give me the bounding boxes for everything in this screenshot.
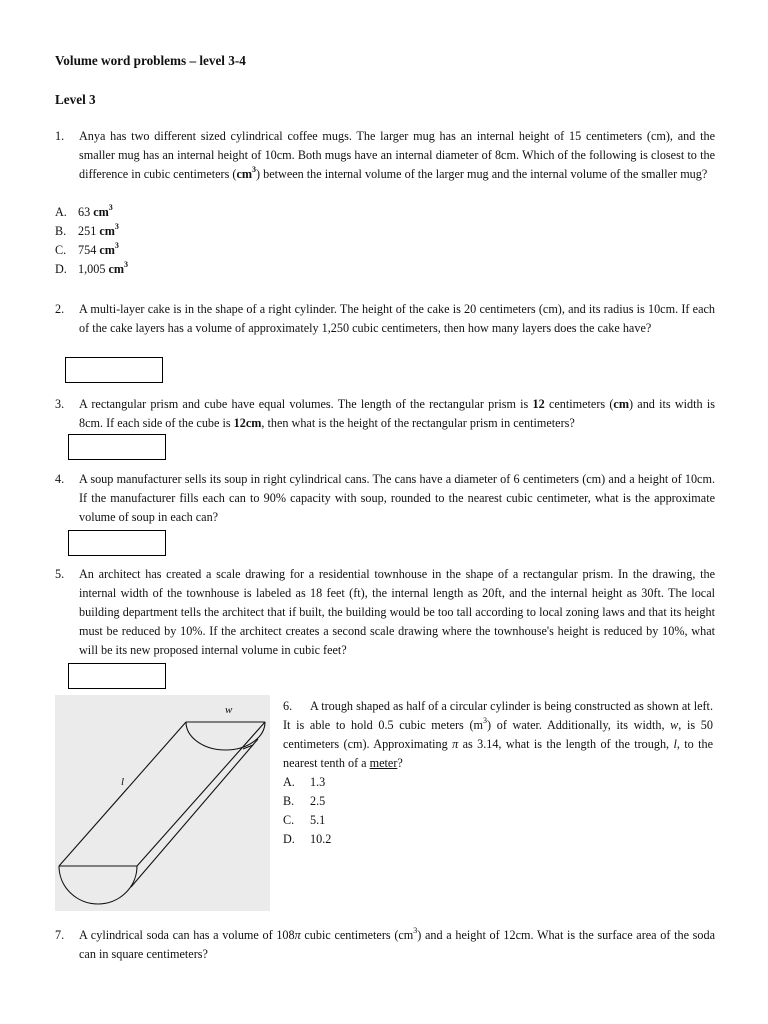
question-number: 2. (55, 302, 65, 316)
question-4 (55, 470, 715, 527)
option-b[interactable]: B. 2.5 (283, 794, 326, 808)
question-text: An architect has created a scale drawing for a residential townhouse in the shape of a rectangular prism. In the drawing, the internal width of the townhouse is labeled as 18 feet (ft), the internal length as 20ft, and the internal height as 30ft. The local building department tells the architect that if built, the building would be too tall according to local zoning laws and that its height must be reduced by 10%. If the architect creates a second scale drawing where the townhouse's height is reduced by 10%, what will be its new proposed internal volume in cubic feet? (79, 567, 715, 657)
question-text: Anya has two different sized cylindrical coffee mugs. The larger mug has an internal height of 15 centimeters (cm), and the smaller mug has an internal height of 10cm. Both mugs have an internal diameter of 8cm. Which of the following is closest to the difference in cubic centimeters $(cm^3)$ between the internal volume of the larger mug and the internal volume of the smaller mug? (79, 129, 715, 181)
question-number: 5. (55, 567, 65, 581)
option-d[interactable]: D. 10.2 (283, 832, 332, 846)
trough-figure (55, 695, 270, 911)
question-number: 4. (55, 472, 65, 486)
question-6-options (283, 773, 331, 849)
label-l: l (121, 776, 125, 788)
question-1-options (55, 203, 128, 279)
question-text: A cylindrical soda can has a volume of 108π cubic centimeters $(cm^3)$ and a height of 12cm. What is the surface area of the soda can in square centimeters? (79, 925, 716, 961)
question-number: 3. (55, 397, 65, 411)
answer-box-2[interactable] (65, 357, 163, 383)
option-a[interactable]: A. 63 $cm^3$ (55, 202, 113, 219)
question-text: A rectangular prism and cube have equal volumes. The length of the rectangular prism is 12 centimeters (cm) and its width is 8cm. If each side of the cube is 12cm, then what is the height of the rectangular prism in centimeters? (79, 397, 715, 430)
question-number: 6. (283, 699, 293, 713)
answer-box-3[interactable] (68, 434, 166, 460)
question-number: 7. (55, 928, 65, 942)
option-c[interactable]: C. 754 $cm^3$ (55, 240, 119, 257)
question-6: 6. A trough shaped as half of a circular cylinder is being constructed as shown at left. It is able to hold 0.5 cubic meters $(m^3)$ of water. Additionally, its width, w, is 50 centimeters (cm). Approximating π as 3.14, what is the length of the trough, l, to the nearest tenth of a meter? (283, 699, 713, 770)
question-5 (55, 565, 715, 660)
question-1 (55, 127, 715, 184)
section-heading: Level 3 (55, 92, 96, 107)
page-title: Volume word problems – level 3-4 (55, 53, 246, 68)
option-c[interactable]: C. 5.1 (283, 813, 326, 827)
answer-box-5[interactable] (68, 663, 166, 689)
question-text: A multi-layer cake is in the shape of a right cylinder. The height of the cake is 20 centimeters (cm), and its radius is 10cm. If each of the cake layers has a volume of approximately 1,250 cubic centimeters, then how many layers does the cake have? (79, 302, 715, 335)
question-3 (55, 395, 715, 433)
option-b[interactable]: B. 251 $cm^3$ (55, 221, 119, 238)
question-2 (55, 300, 715, 338)
option-d[interactable]: D. 1,005 $cm^3$ (55, 259, 129, 276)
option-a[interactable]: A. 1.3 (283, 775, 326, 789)
question-7 (55, 926, 715, 964)
trough-diagram (55, 695, 270, 911)
question-number: 1. (55, 129, 65, 143)
question-text: A soup manufacturer sells its soup in right cylindrical cans. The cans have a diameter of 6 centimeters (cm) and a height of 10cm. If the manufacturer fills each can to 90% capacity with soup, rounded to the nearest cubic centimeter, what is the approximate volume of soup in each can? (79, 472, 715, 524)
answer-box-4[interactable] (68, 530, 166, 556)
label-w: w (225, 704, 233, 716)
